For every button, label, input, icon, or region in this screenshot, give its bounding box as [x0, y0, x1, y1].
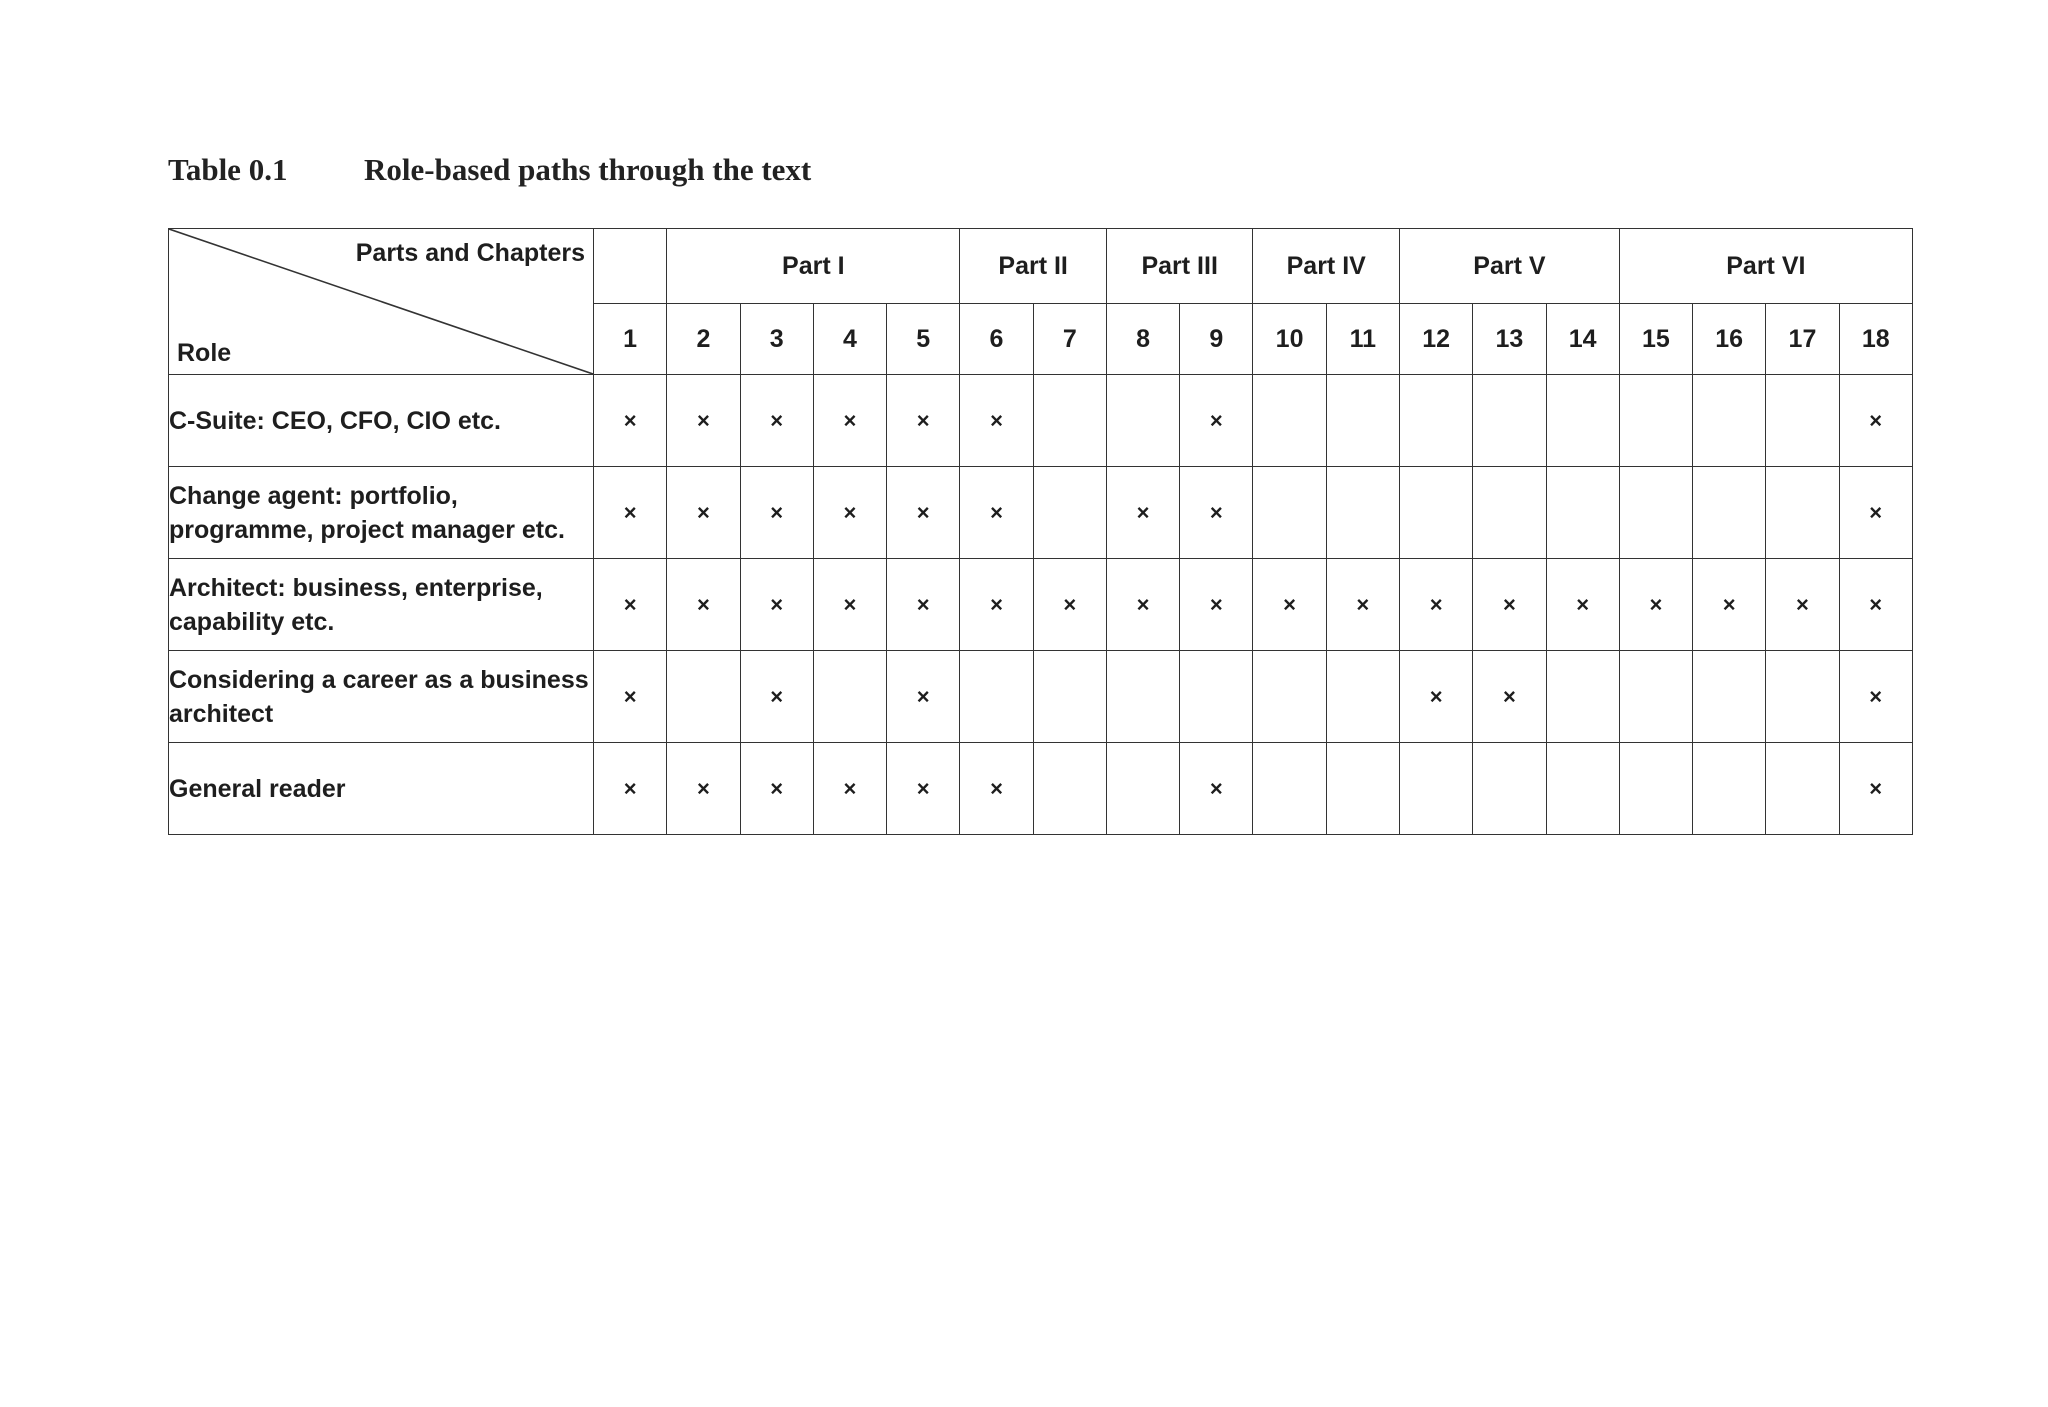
empty-cell: [1253, 743, 1326, 835]
empty-cell: [1766, 375, 1839, 467]
chapter-header-cell: 16: [1693, 304, 1766, 375]
empty-cell: [1693, 467, 1766, 559]
empty-cell: [1033, 743, 1106, 835]
corner-top-label: Parts and Chapters: [355, 239, 585, 267]
chapter-mark-cell: ×: [1180, 467, 1253, 559]
chapter-mark-cell: ×: [887, 375, 960, 467]
chapter-header-cell: 9: [1180, 304, 1253, 375]
role-paths-table: [168, 228, 1913, 835]
chapter-mark-cell: ×: [740, 375, 813, 467]
chapter-mark-cell: ×: [1400, 651, 1473, 743]
empty-cell: [1400, 743, 1473, 835]
chapter-mark-cell: ×: [813, 467, 886, 559]
chapter-mark-cell: ×: [1839, 651, 1912, 743]
empty-cell: [1400, 467, 1473, 559]
empty-cell: [1326, 743, 1399, 835]
empty-cell: [1546, 375, 1619, 467]
empty-cell: [1180, 651, 1253, 743]
empty-cell: [960, 651, 1033, 743]
chapter-mark-cell: ×: [960, 743, 1033, 835]
empty-cell: [1546, 743, 1619, 835]
role-cell: Change agent: portfolio, programme, project manager etc.: [169, 467, 594, 559]
chapter-header-cell: 3: [740, 304, 813, 375]
chapter-header-cell: 10: [1253, 304, 1326, 375]
chapter-mark-cell: ×: [1839, 375, 1912, 467]
chapter-mark-cell: ×: [740, 559, 813, 651]
chapter-mark-cell: ×: [594, 651, 667, 743]
empty-cell: [1546, 651, 1619, 743]
empty-cell: [1106, 375, 1179, 467]
table-row: [169, 743, 1913, 835]
chapter-mark-cell: ×: [667, 743, 740, 835]
table-row: [169, 467, 1913, 559]
chapter-mark-cell: ×: [667, 375, 740, 467]
table-number: Table 0.1: [168, 152, 288, 187]
role-cell: Considering a career as a business architect: [169, 651, 594, 743]
chapter-mark-cell: ×: [1839, 559, 1912, 651]
chapter-header-cell: 14: [1546, 304, 1619, 375]
chapter-mark-cell: ×: [1106, 559, 1179, 651]
chapter-header-cell: 13: [1473, 304, 1546, 375]
chapter-mark-cell: ×: [740, 651, 813, 743]
empty-cell: [1473, 375, 1546, 467]
empty-cell: [667, 651, 740, 743]
chapter-mark-cell: ×: [887, 743, 960, 835]
part-header-cell: Part I: [667, 229, 960, 304]
chapter-header-cell: 18: [1839, 304, 1912, 375]
part-header-cell: Part IV: [1253, 229, 1400, 304]
chapter-mark-cell: ×: [813, 559, 886, 651]
chapter-header-cell: 12: [1400, 304, 1473, 375]
table-row: [169, 375, 1913, 467]
parts-header-row: [169, 229, 1913, 304]
empty-cell: [1766, 467, 1839, 559]
chapter-mark-cell: ×: [960, 559, 1033, 651]
chapter-mark-cell: ×: [667, 467, 740, 559]
empty-cell: [1033, 375, 1106, 467]
part-header-cell: Part VI: [1619, 229, 1912, 304]
chapter-mark-cell: ×: [1180, 375, 1253, 467]
chapter-header-cell: 1: [594, 304, 667, 375]
chapter-mark-cell: ×: [1400, 559, 1473, 651]
chapter-mark-cell: ×: [1180, 559, 1253, 651]
chapter-mark-cell: ×: [1473, 559, 1546, 651]
role-cell: Architect: business, enterprise, capability etc.: [169, 559, 594, 651]
chapter-mark-cell: ×: [667, 559, 740, 651]
chapter-header-cell: 4: [813, 304, 886, 375]
chapter-mark-cell: ×: [1033, 559, 1106, 651]
table-row: [169, 559, 1913, 651]
chapter-header-cell: 6: [960, 304, 1033, 375]
empty-cell: [1693, 651, 1766, 743]
empty-cell: [1473, 743, 1546, 835]
empty-cell: [1766, 743, 1839, 835]
chapter-mark-cell: ×: [594, 559, 667, 651]
role-cell: C-Suite: CEO, CFO, CIO etc.: [169, 375, 594, 467]
empty-cell: [1033, 651, 1106, 743]
chapter-mark-cell: ×: [1326, 559, 1399, 651]
chapter-mark-cell: ×: [960, 467, 1033, 559]
chapter-mark-cell: ×: [594, 375, 667, 467]
corner-bottom-label: Role: [177, 339, 232, 367]
empty-cell: [1619, 375, 1692, 467]
chapter-mark-cell: ×: [813, 743, 886, 835]
empty-cell: [1253, 651, 1326, 743]
chapter-mark-cell: ×: [887, 559, 960, 651]
part-header-cell: Part II: [960, 229, 1107, 304]
empty-cell: [1693, 743, 1766, 835]
part-header-cell: [594, 229, 667, 304]
chapter-mark-cell: ×: [594, 743, 667, 835]
chapter-mark-cell: ×: [1473, 651, 1546, 743]
part-header-cell: Part III: [1106, 229, 1253, 304]
corner-header-cell: [169, 229, 594, 375]
empty-cell: [1546, 467, 1619, 559]
table-caption: [168, 152, 811, 188]
chapter-mark-cell: ×: [1106, 467, 1179, 559]
chapter-mark-cell: ×: [1839, 743, 1912, 835]
table-row: [169, 651, 1913, 743]
chapter-header-cell: 7: [1033, 304, 1106, 375]
chapter-mark-cell: ×: [1766, 559, 1839, 651]
chapter-header-cell: 15: [1619, 304, 1692, 375]
chapter-mark-cell: ×: [740, 743, 813, 835]
chapter-mark-cell: ×: [1180, 743, 1253, 835]
chapter-header-cell: 17: [1766, 304, 1839, 375]
chapter-header-cell: 8: [1106, 304, 1179, 375]
table-title: Role-based paths through the text: [364, 152, 812, 187]
empty-cell: [813, 651, 886, 743]
empty-cell: [1326, 375, 1399, 467]
chapter-mark-cell: ×: [1546, 559, 1619, 651]
chapter-mark-cell: ×: [960, 375, 1033, 467]
chapter-mark-cell: ×: [1839, 467, 1912, 559]
chapter-header-cell: 5: [887, 304, 960, 375]
empty-cell: [1326, 651, 1399, 743]
chapter-mark-cell: ×: [813, 375, 886, 467]
chapter-mark-cell: ×: [1693, 559, 1766, 651]
empty-cell: [1619, 743, 1692, 835]
empty-cell: [1106, 743, 1179, 835]
chapter-mark-cell: ×: [887, 467, 960, 559]
role-cell: General reader: [169, 743, 594, 835]
empty-cell: [1106, 651, 1179, 743]
chapter-mark-cell: ×: [740, 467, 813, 559]
chapter-header-cell: 2: [667, 304, 740, 375]
empty-cell: [1619, 467, 1692, 559]
empty-cell: [1033, 467, 1106, 559]
chapter-mark-cell: ×: [887, 651, 960, 743]
empty-cell: [1253, 467, 1326, 559]
chapter-mark-cell: ×: [1253, 559, 1326, 651]
empty-cell: [1253, 375, 1326, 467]
chapter-header-cell: 11: [1326, 304, 1399, 375]
empty-cell: [1619, 651, 1692, 743]
chapter-mark-cell: ×: [594, 467, 667, 559]
empty-cell: [1693, 375, 1766, 467]
part-header-cell: Part V: [1400, 229, 1620, 304]
empty-cell: [1326, 467, 1399, 559]
empty-cell: [1473, 467, 1546, 559]
empty-cell: [1400, 375, 1473, 467]
chapter-mark-cell: ×: [1619, 559, 1692, 651]
empty-cell: [1766, 651, 1839, 743]
